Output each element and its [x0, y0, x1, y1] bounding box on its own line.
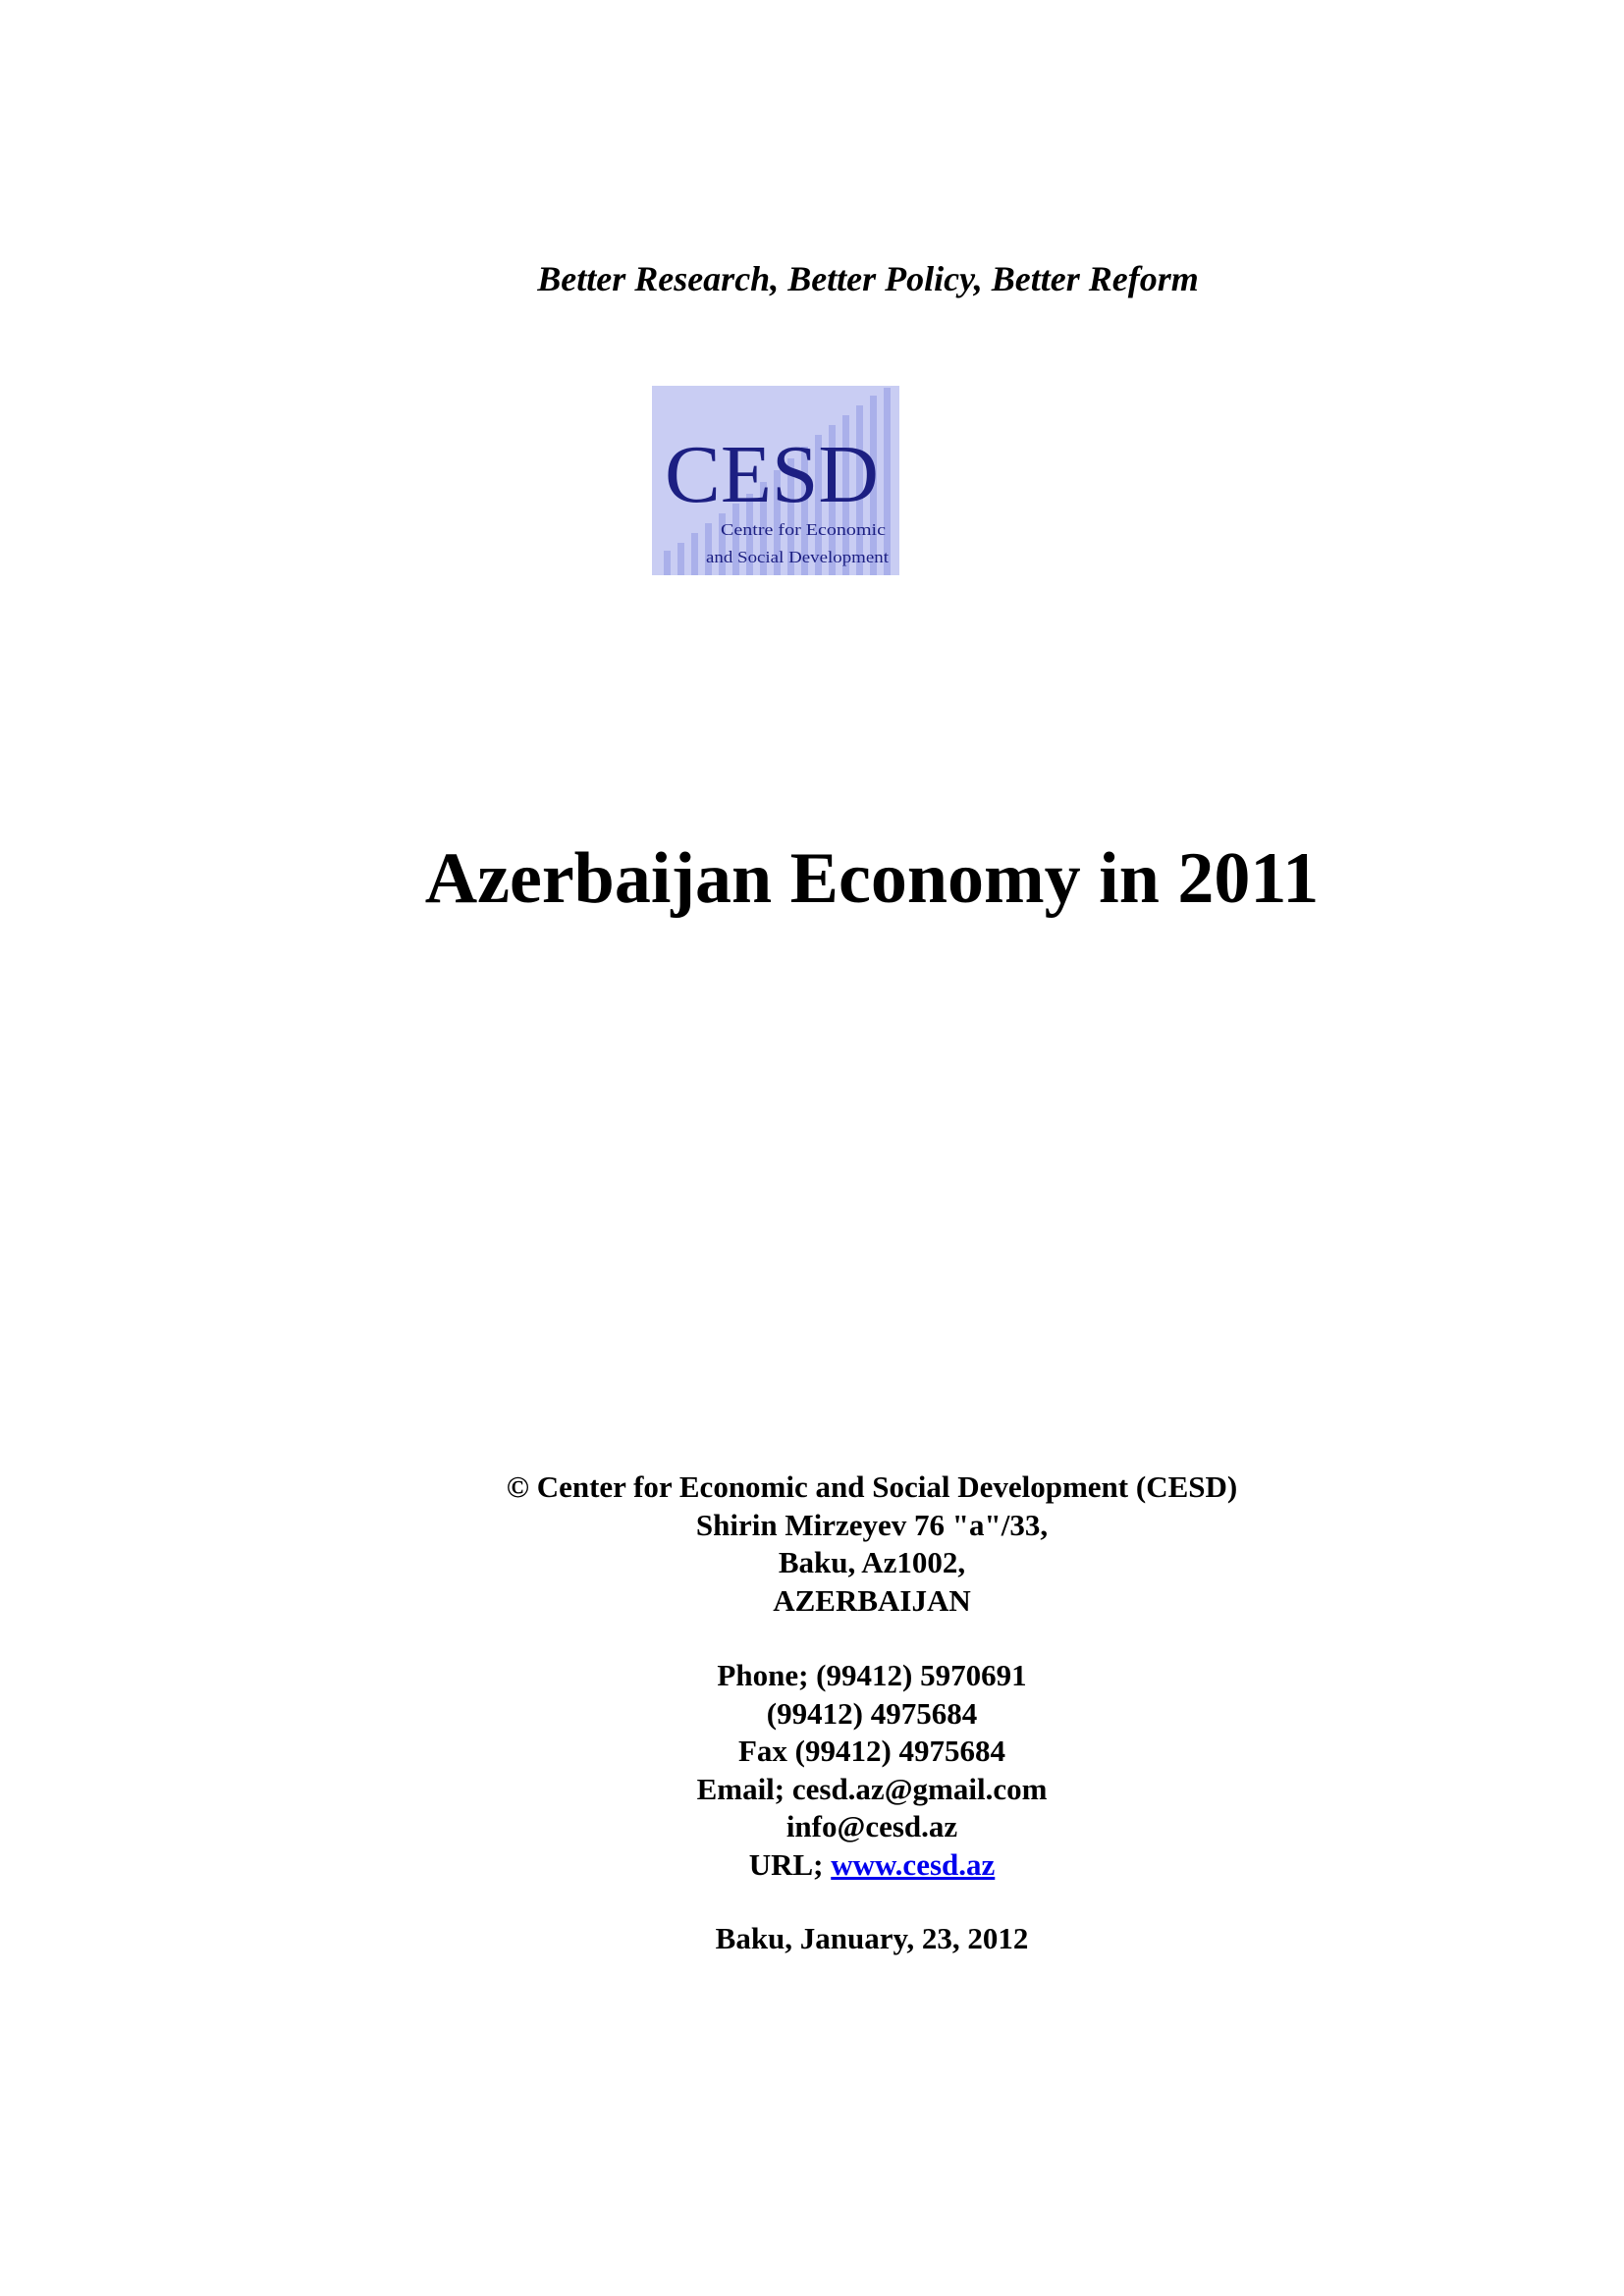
- cesd-logo: [652, 386, 899, 575]
- url-prefix: URL;: [748, 1846, 832, 1882]
- website-link[interactable]: www.cesd.az: [831, 1846, 996, 1882]
- document-title: Azerbaijan Economy in 2011: [424, 838, 1320, 919]
- email-line: Email; cesd.az@gmail.com: [696, 1771, 1048, 1806]
- date-line: Baku, January, 23, 2012: [715, 1921, 1029, 1955]
- contact-block: [0, 1468, 1624, 1884]
- address-line-1: Shirin Mirzeyev 76 "a"/33,: [695, 1507, 1049, 1542]
- address-line-3: AZERBAIJAN: [773, 1582, 971, 1618]
- logo-subtitle-line2: and Social Development: [706, 548, 890, 566]
- logo-name: CESD: [665, 429, 879, 520]
- url-line: [0, 1846, 1624, 1885]
- logo-subtitle-line1: Centre for Economic: [721, 520, 887, 539]
- address-line-2: Baku, Az1002,: [778, 1545, 966, 1579]
- phone-line-2: (99412) 4975684: [766, 1695, 978, 1731]
- phone-line-1: Phone; (99412) 5970691: [717, 1658, 1027, 1692]
- tagline: Better Research, Better Policy, Better Reform: [537, 259, 1199, 298]
- email-line-2: info@cesd.az: [785, 1809, 958, 1843]
- copyright-line: © Center for Economic and Social Development (CESD): [506, 1469, 1238, 1504]
- contact-spacer: [0, 1620, 1624, 1657]
- fax-line: Fax (99412) 4975684: [737, 1734, 1006, 1768]
